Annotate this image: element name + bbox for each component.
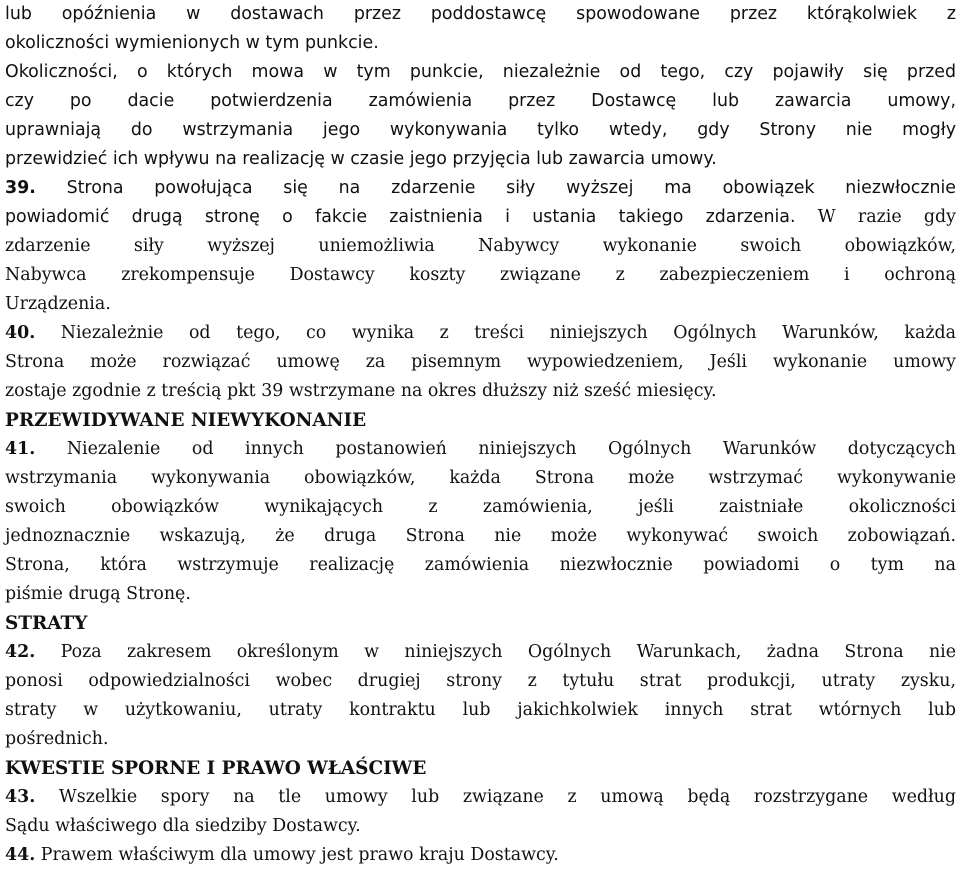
p39-line-5: Urządzenia. [5, 294, 111, 314]
p41-line-2: wstrzymania wykonywania obowiązków, każda Strona może wstrzymać wykonywanie [5, 468, 956, 488]
p44-first-text: Prawem właściwym dla umowy jest prawo kraju Dostawcy. [40, 845, 559, 865]
p44-line-1 [5, 841, 956, 870]
p41-line-4: jednoznacznie wskazują, że druga Strona nie może wykonywać swoich zobowiązań. [5, 526, 956, 546]
p40-line-2: Strona może rozwiązać umowę za pisemnym wypowiedzeniem, Jeśli wykonanie umowy [5, 352, 956, 372]
p41-number: 41. [5, 439, 36, 459]
p39-first-text: Strona powołująca się na zdarzenie siły wyższej ma obowiązek niezwłocznie [66, 178, 956, 198]
p39-number: 39. [5, 178, 36, 198]
p42-line-4: pośrednich. [5, 729, 109, 749]
p42-number: 42. [5, 642, 36, 662]
p44-number: 44. [5, 845, 36, 865]
p38-line-6: przewidzieć ich wpływu na realizację w czasie jego przyjęcia lub zawarcia umowy. [5, 149, 717, 169]
p38-line-5: uprawniają do wstrzymania jego wykonywania tylko wtedy, gdy Strony nie mogły [5, 120, 956, 140]
p38-line-1: lub opóźnienia w dostawach przez poddostawcę spowodowane przez którąkolwiek z [5, 4, 956, 24]
p43-line-1 [5, 783, 956, 812]
p39-line-2-serif: W razie gdy [817, 207, 956, 227]
p38-line-4: czy po dacie potwierdzenia zamówienia przez Dostawcę lub zawarcia umowy, [5, 91, 956, 111]
p42-line-2: ponosi odpowiedzialności wobec drugiej strony z tytułu strat produkcji, utraty zysku, [5, 671, 956, 691]
p39-line-2 [5, 203, 956, 232]
p40-first-text: Niezależnie od tego, co wynika z treści niniejszych Ogólnych Warunków, każda [60, 323, 956, 343]
p43-line-2: Sądu właściwego dla siedziby Dostawcy. [5, 816, 361, 836]
p38-line-3: Okoliczności, o których mowa w tym punkcie, niezależnie od tego, czy pojawiły się przed [5, 62, 956, 82]
heading-straty: STRATY [5, 613, 88, 634]
p41-line-5: Strona, która wstrzymuje realizację zamówienia niezwłocznie powiadomi o tym na [5, 555, 956, 575]
p39-line-3: zdarzenie siły wyższej uniemożliwia Nabywcy wykonanie swoich obowiązków, [5, 236, 956, 256]
p42-first-text: Poza zakresem określonym w niniejszych Ogólnych Warunkach, żadna Strona nie [60, 642, 956, 662]
p40-line-3: zostaje zgodnie z treścią pkt 39 wstrzymane na okres dłuższy niż sześć miesięcy. [5, 381, 717, 401]
heading-kwestie-sporne: KWESTIE SPORNE I PRAWO WŁAŚCIWE [5, 758, 427, 779]
p41-first-text: Niezalenie od innych postanowień niniejszych Ogólnych Warunków dotyczących [66, 439, 956, 459]
p38-line-2: okoliczności wymienionych w tym punkcie. [5, 33, 379, 53]
p41-line-3: swoich obowiązków wynikających z zamówienia, jeśli zaistniałe okoliczności [5, 497, 956, 517]
p40-number: 40. [5, 323, 36, 343]
p39-line-1 [5, 174, 956, 203]
p43-number: 43. [5, 787, 36, 807]
heading-przewidywane-niewykonanie: PRZEWIDYWANE NIEWYKONANIE [5, 410, 367, 431]
p40-line-1 [5, 319, 956, 348]
p42-line-3: straty w użytkowaniu, utraty kontraktu lub jakichkolwiek innych strat wtórnych lub [5, 700, 956, 720]
p41-line-6: piśmie drugą Stronę. [5, 584, 191, 604]
p39-line-2-sans: powiadomić drugą stronę o fakcie zaistnienia i ustania takiego zdarzenia. [5, 207, 796, 227]
p43-first-text: Wszelkie spory na tle umowy lub związane z umową będą rozstrzygane według [58, 787, 957, 807]
p41-line-1 [5, 435, 956, 464]
p39-line-4: Nabywca zrekompensuje Dostawcy koszty związane z zabezpieczeniem i ochroną [5, 265, 956, 285]
p42-line-1 [5, 638, 956, 667]
